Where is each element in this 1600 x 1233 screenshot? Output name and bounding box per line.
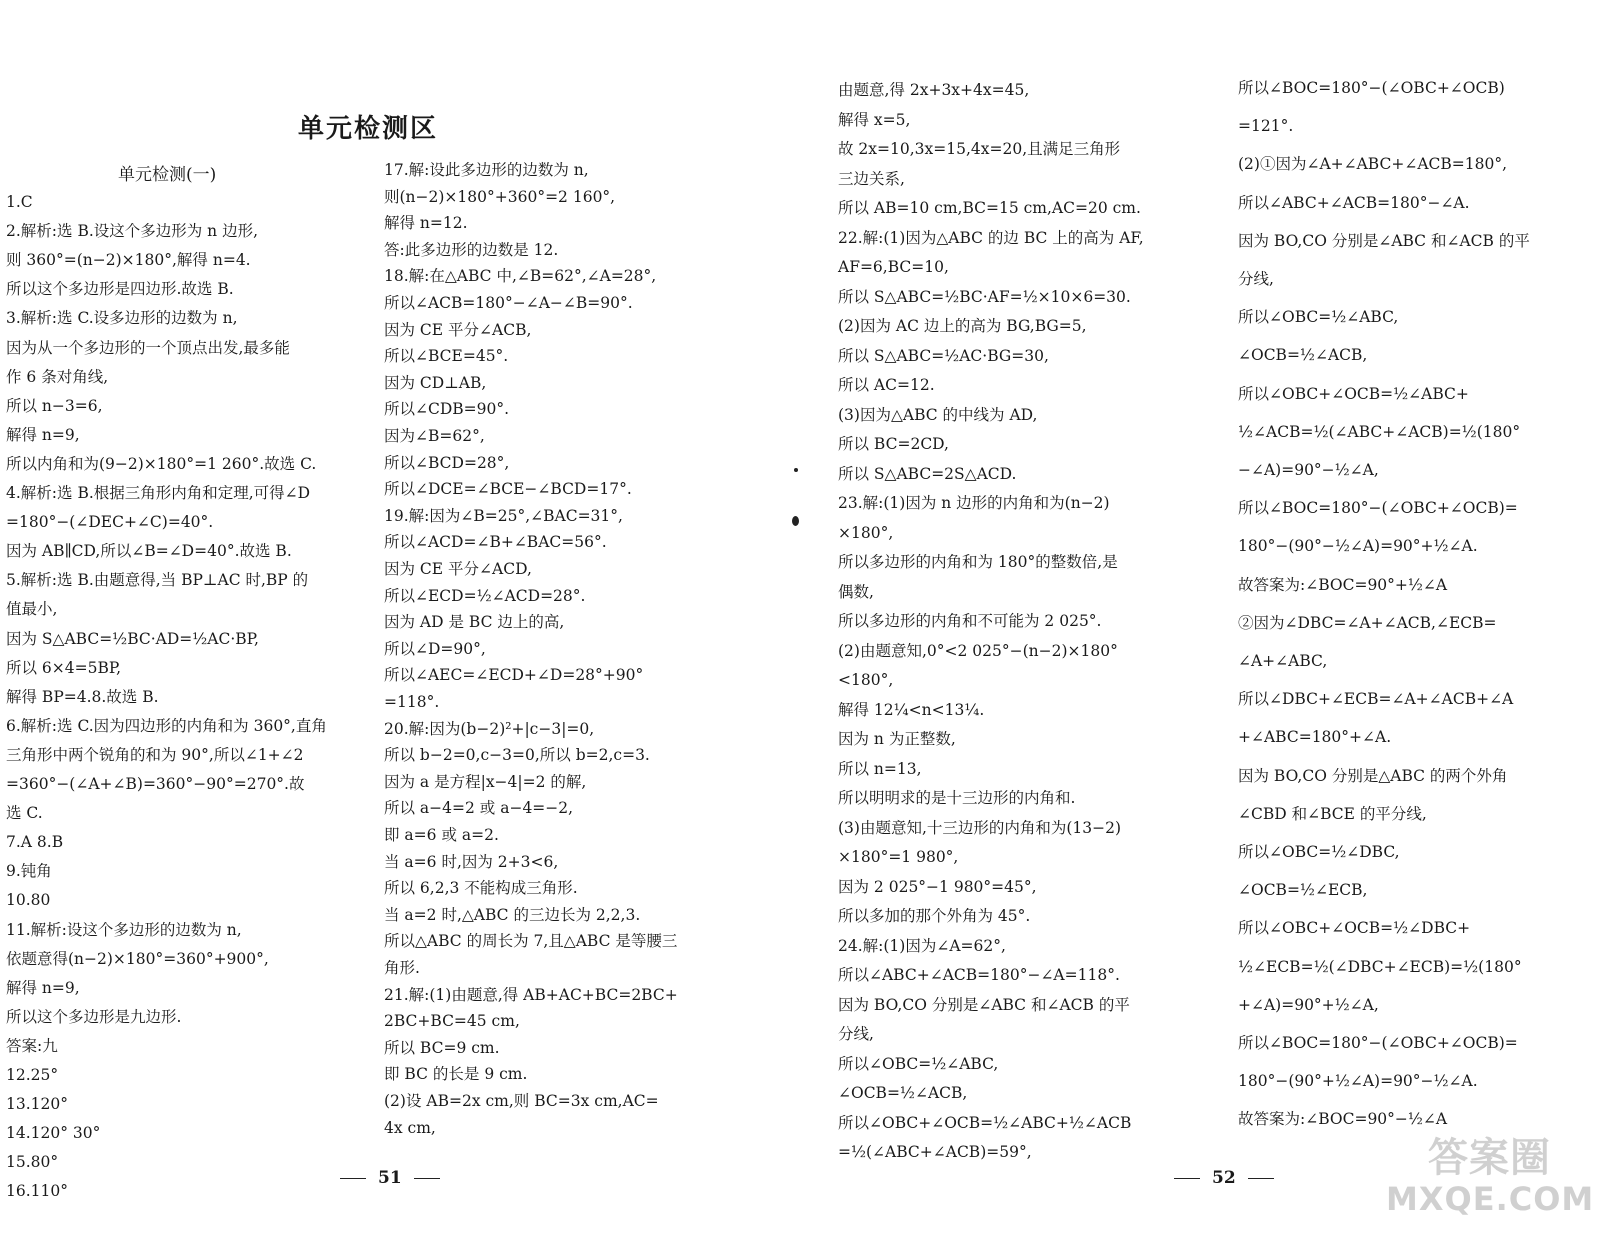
text-line: ∠A+∠ABC, (1238, 652, 1328, 670)
text-line: 所以明明求的是十三边形的内角和. (838, 789, 1076, 807)
text-line: ②因为∠DBC=∠A+∠ACB,∠ECB= (1238, 613, 1497, 632)
text-line: 分线, (838, 1025, 874, 1043)
text-line: 13.120° (6, 1095, 68, 1114)
watermark-bottom: MXQE.COM (1386, 1180, 1595, 1218)
text-line: 解得 n=9, (6, 978, 80, 997)
text-line: 因为 CD⊥AB, (384, 373, 487, 392)
text-line: 180°−(90°−½∠A)=90°+½∠A. (1238, 537, 1478, 556)
text-line: 所以这个多边形是四边形.故选 B. (6, 280, 234, 299)
text-line: 解得 n=12. (384, 214, 468, 233)
text-line: 所以∠ABC+∠ACB=180°−∠A. (1238, 193, 1470, 212)
text-line: 所以∠DCE=∠BCE−∠BCD=17°. (384, 480, 632, 499)
text-line: ½∠ACB=½(∠ABC+∠ACB)=½(180° (1238, 422, 1521, 441)
text-line: 因为 CE 平分∠ACD, (384, 560, 532, 578)
text-line: 所以∠DBC+∠ECB=∠A+∠ACB+∠A (1238, 690, 1514, 709)
text-line: 所以 S△ABC=2S△ACD. (838, 464, 1017, 483)
text-line: (2)①因为∠A+∠ABC+∠ACB=180°, (1238, 155, 1508, 174)
page-number-right: 52 (1162, 1168, 1286, 1188)
text-line: 解得 BP=4.8.故选 B. (6, 687, 159, 706)
text-line: 答案:九 (6, 1036, 58, 1055)
text-line: 因为 BO,CO 分别是△ABC 的两个外角 (1238, 766, 1508, 785)
text-line: 当 a=6 时,因为 2+3<6, (384, 852, 559, 871)
text-line: ∠OCB=½∠ACB, (838, 1084, 968, 1102)
text-line: ×180°, (838, 523, 894, 542)
text-line: 三边关系, (838, 169, 905, 188)
text-line: 所以 a−4=2 或 a−4=−2, (384, 799, 574, 818)
text-line: 所以∠D=90°, (384, 639, 486, 658)
text-line: ∠OCB=½∠ACB, (1238, 346, 1368, 365)
watermark-top: 答案圈 (1428, 1135, 1551, 1181)
text-line: +∠ABC=180°+∠A. (1238, 728, 1392, 747)
text-line: 所以∠OBC+∠OCB=½∠ABC+ (1238, 384, 1469, 403)
ink-mark (794, 468, 798, 472)
text-line: (3)由题意知,十三边形的内角和为(13−2) (838, 818, 1122, 837)
text-line: 所以 AB=10 cm,BC=15 cm,AC=20 cm. (838, 199, 1141, 217)
text-line: 分线, (1238, 270, 1274, 288)
page-number-left: 51 (328, 1168, 452, 1188)
text-line: 2.解析:选 B.设这个多边形为 n 边形, (6, 222, 259, 241)
section-title: 单元检测区 (298, 114, 439, 144)
text-line: 2BC+BC=45 cm, (384, 1012, 520, 1031)
text-line: 故答案为:∠BOC=90°+½∠A (1238, 575, 1448, 594)
text-line: 12.25° (6, 1066, 59, 1084)
text-line: 故答案为:∠BOC=90°−½∠A (1238, 1110, 1448, 1129)
text-line: 所以 S△ABC=½BC·AF=½×10×6=30. (838, 287, 1131, 306)
text-line: 9.钝角 (6, 862, 52, 881)
text-line: =118°. (384, 693, 440, 711)
text-line: 6.解析:选 C.因为四边形的内角和为 360°,直角 (6, 716, 327, 735)
text-line: 所以这个多边形是九边形. (6, 1007, 182, 1026)
text-line: 所以 6×4=5BP, (6, 658, 122, 677)
text-line: 则(n−2)×180°+360°=2 160°, (384, 187, 616, 206)
text-line: (2)因为 AC 边上的高为 BG,BG=5, (838, 317, 1087, 335)
text-line: 所以∠ACD=∠B+∠BAC=56°. (384, 533, 607, 552)
text-line: 选 C. (6, 804, 43, 823)
text-line: 4x cm, (384, 1118, 436, 1137)
text-line: <180°, (838, 671, 894, 689)
text-line: 因为 BO,CO 分别是∠ABC 和∠ACB 的平 (1238, 231, 1530, 250)
text-line: 所以△ABC 的周长为 7,且△ABC 是等腰三 (384, 932, 678, 951)
text-line: 7.A 8.B (6, 833, 64, 852)
text-line: 所以内角和为(9−2)×180°=1 260°.故选 C. (6, 454, 317, 473)
text-line: 所以∠AEC=∠ECD+∠D=28°+90° (384, 666, 644, 685)
text-line: 答:此多边形的边数是 12. (384, 240, 559, 259)
text-line: 15.80° (6, 1153, 59, 1172)
text-line: 因为从一个多边形的一个顶点出发,最多能 (6, 338, 290, 357)
text-line: 因为 BO,CO 分别是∠ABC 和∠ACB 的平 (838, 995, 1130, 1014)
text-line: 所以∠BOC=180°−(∠OBC+∠OCB)= (1238, 499, 1518, 518)
text-line: 所以 S△ABC=½AC·BG=30, (838, 346, 1049, 365)
text-line: 10.80 (6, 891, 51, 910)
text-line: (2)由题意知,0°<2 025°−(n−2)×180° (838, 641, 1118, 660)
section-subtitle: 单元检测(一) (118, 165, 217, 185)
text-line: 因为 2 025°−1 980°=45°, (838, 877, 1037, 896)
text-line: 因为 n 为正整数, (838, 730, 956, 748)
text-line: +∠A)=90°+½∠A, (1238, 995, 1379, 1014)
text-line: =½(∠ABC+∠ACB)=59°, (838, 1143, 1032, 1161)
text-line: (2)设 AB=2x cm,则 BC=3x cm,AC= (384, 1092, 659, 1110)
text-line: 所以 n−3=6, (6, 396, 103, 415)
ink-mark (792, 516, 799, 526)
text-line: ∠OCB=½∠ECB, (1238, 881, 1368, 900)
text-line: 因为 a 是方程|x−4|=2 的解, (384, 772, 587, 791)
text-line: 即 BC 的长是 9 cm. (384, 1065, 528, 1084)
text-line: 3.解析:选 C.设多边形的边数为 n, (6, 309, 238, 328)
text-line: 解得 n=9, (6, 425, 80, 444)
text-line: 依题意得(n−2)×180°=360°+900°, (6, 949, 269, 968)
text-line: 180°−(90°+½∠A)=90°−½∠A. (1238, 1072, 1478, 1091)
text-line: −∠A)=90°−½∠A, (1238, 461, 1379, 479)
text-line: 所以∠ACB=180°−∠A−∠B=90°. (384, 294, 633, 312)
text-line: 所以∠ECD=½∠ACD=28°. (384, 586, 586, 605)
text-line: 因为∠B=62°, (384, 427, 485, 445)
text-line: 所以∠ABC+∠ACB=180°−∠A=118°. (838, 966, 1120, 984)
text-line: 则 360°=(n−2)×180°,解得 n=4. (6, 251, 251, 270)
text-line: 所以∠OBC=½∠ABC, (838, 1054, 999, 1073)
text-line: =121°. (1238, 117, 1294, 136)
text-line: =360°−(∠A+∠B)=360°−90°=270°.故 (6, 775, 305, 793)
text-line: 22.解:(1)因为△ABC 的边 BC 上的高为 AF, (838, 228, 1144, 247)
text-line: 所以∠BOC=180°−(∠OBC+∠OCB)= (1238, 1034, 1518, 1052)
text-line: 由题意,得 2x+3x+4x=45, (838, 81, 1030, 99)
text-line: 17.解:设此多边形的边数为 n, (384, 161, 589, 179)
text-line: 所以∠OBC=½∠DBC, (1238, 843, 1400, 861)
text-line: ∠CBD 和∠BCE 的平分线, (1238, 804, 1427, 823)
text-line: 故 2x=10,3x=15,4x=20,且满足三角形 (838, 140, 1121, 158)
text-line: 16.110° (6, 1182, 68, 1201)
text-line: 21.解:(1)由题意,得 AB+AC+BC=2BC+ (384, 985, 678, 1004)
text-line: 所以多加的那个外角为 45°. (838, 907, 1031, 925)
text-line: (3)因为△ABC 的中线为 AD, (838, 405, 1038, 424)
text-line: 所以∠OBC+∠OCB=½∠ABC+½∠ACB (838, 1113, 1132, 1132)
text-line: 作 6 条对角线, (6, 367, 109, 386)
text-line: 24.解:(1)因为∠A=62°, (838, 936, 1006, 955)
text-line: 所以 BC=9 cm. (384, 1038, 500, 1057)
text-line: 因为 AD 是 BC 边上的高, (384, 613, 565, 632)
text-line: 所以 6,2,3 不能构成三角形. (384, 879, 578, 898)
text-line: 18.解:在△ABC 中,∠B=62°,∠A=28°, (384, 267, 657, 286)
text-line: 11.解析:设这个多边形的边数为 n, (6, 920, 242, 939)
text-line: =180°−(∠DEC+∠C)=40°. (6, 513, 214, 532)
text-line: 23.解:(1)因为 n 边形的内角和为(n−2) (838, 494, 1110, 512)
text-line: 所以∠BCD=28°, (384, 453, 510, 472)
text-line: 1.C (6, 193, 33, 211)
text-line: 所以∠BCE=45°. (384, 347, 509, 366)
text-line: 19.解:因为∠B=25°,∠BAC=31°, (384, 506, 623, 525)
text-line: 20.解:因为(b−2)²+|c−3|=0, (384, 719, 595, 738)
text-line: ×180°=1 980°, (838, 848, 959, 866)
text-line: 所以∠OBC+∠OCB=½∠DBC+ (1238, 919, 1471, 938)
text-line: 5.解析:选 B.由题意得,当 BP⊥AC 时,BP 的 (6, 571, 309, 590)
text-line: ½∠ECB=½(∠DBC+∠ECB)=½(180° (1238, 957, 1522, 976)
text-line: 所以 n=13, (838, 759, 922, 778)
text-line: 4.解析:选 B.根据三角形内角和定理,可得∠D (6, 484, 311, 502)
text-line: 所以∠CDB=90°. (384, 400, 510, 419)
text-line: 所以 b−2=0,c−3=0,所以 b=2,c=3. (384, 746, 650, 765)
text-line: 所以 BC=2CD, (838, 435, 949, 453)
text-line: 因为 AB∥CD,所以∠B=∠D=40°.故选 B. (6, 542, 292, 561)
text-line: 即 a=6 或 a=2. (384, 826, 499, 844)
text-line: 所以 AC=12. (838, 376, 935, 394)
text-line: 解得 x=5, (838, 110, 911, 129)
text-line: 所以多边形的内角和为 180°的整数倍,是 (838, 553, 1118, 571)
text-line: 三角形中两个锐角的和为 90°,所以∠1+∠2 (6, 745, 304, 764)
text-line: 所以∠BOC=180°−(∠OBC+∠OCB) (1238, 79, 1505, 97)
text-line: 角形. (384, 959, 420, 977)
text-line: AF=6,BC=10, (838, 258, 949, 276)
text-line: 因为 S△ABC=½BC·AD=½AC·BP, (6, 629, 259, 648)
text-line: 14.120° 30° (6, 1124, 101, 1143)
text-line: 因为 CE 平分∠ACB, (384, 320, 532, 339)
text-line: 偶数, (838, 582, 874, 601)
text-line: 解得 12¼<n<13¼. (838, 700, 985, 719)
text-line: 所以多边形的内角和不可能为 2 025°. (838, 612, 1102, 630)
text-line: 当 a=2 时,△ABC 的三边长为 2,2,3. (384, 905, 641, 924)
text-line: 所以∠OBC=½∠ABC, (1238, 308, 1399, 327)
text-line: 值最小, (6, 600, 58, 619)
